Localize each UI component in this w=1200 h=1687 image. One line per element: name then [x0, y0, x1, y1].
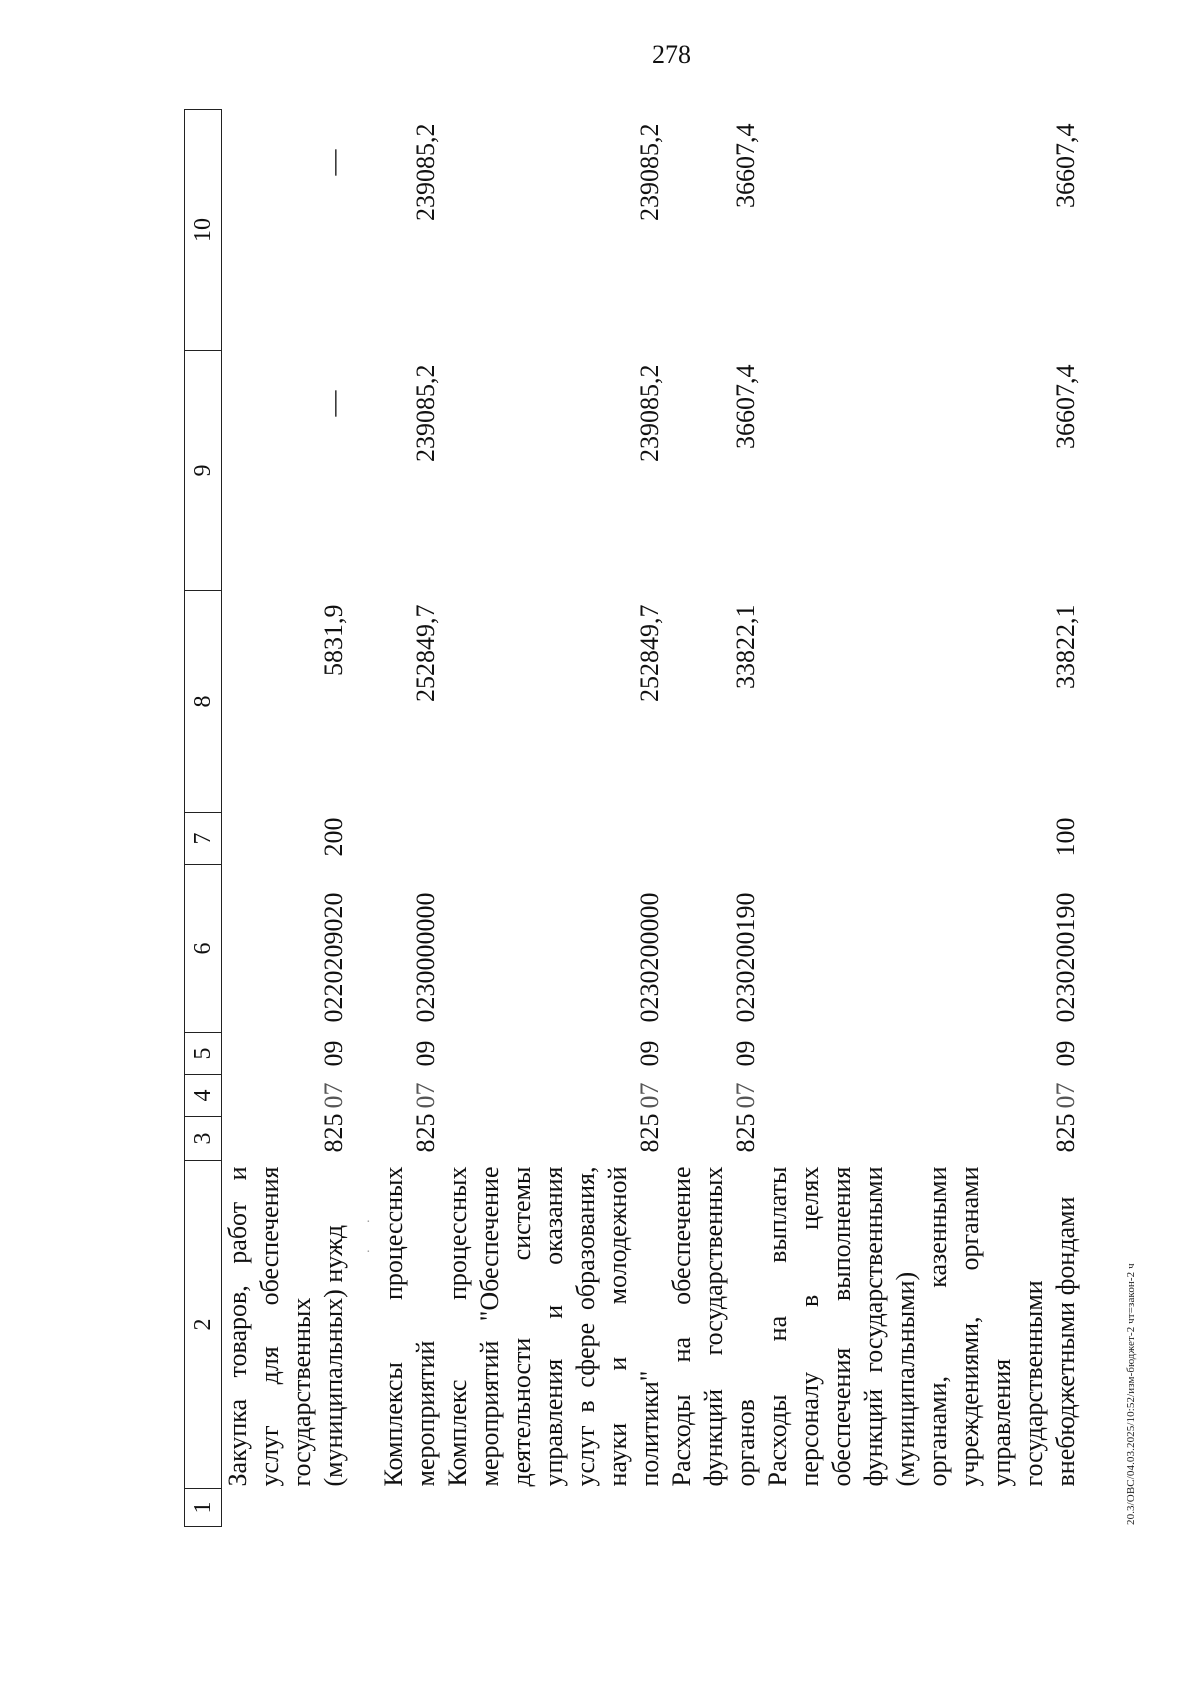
- cell-4: 07: [635, 1082, 664, 1109]
- row-name: Комплекс процессных мероприятий "Обеспечение деятельности системы управления и оказания услуг в сфере образования, науки и молодежной политики": [443, 1166, 664, 1487]
- cell-3: 825: [635, 1113, 664, 1153]
- col-header-5: 5: [185, 1033, 222, 1075]
- cell-9: 36607,4: [731, 364, 760, 449]
- col-header-8: 8: [185, 591, 222, 813]
- cell-4: 07: [731, 1082, 760, 1109]
- table-row: [442, 110, 666, 1527]
- cell-1: [666, 1489, 762, 1527]
- cell-5: 09: [1051, 1040, 1080, 1067]
- cell-3: 825: [1051, 1113, 1080, 1153]
- table-row: [666, 110, 762, 1527]
- cell-1: [222, 1489, 351, 1527]
- cell-6: 0220209020: [319, 892, 348, 1023]
- cell-3: 825: [731, 1113, 760, 1153]
- col-header-1: 1: [185, 1489, 222, 1527]
- cell-6: 0230000000: [411, 892, 440, 1023]
- table-row: [762, 110, 1082, 1527]
- cell-8: 252849,7: [411, 604, 440, 702]
- cell-5: 09: [731, 1040, 760, 1067]
- col-header-6: 6: [185, 865, 222, 1033]
- cell-7: [442, 813, 666, 865]
- cell-6: 0230200000: [635, 892, 664, 1023]
- col-header-7: 7: [185, 813, 222, 865]
- cell-9: 239085,2: [411, 364, 440, 462]
- cell-5: 09: [635, 1040, 664, 1067]
- budget-table: [184, 109, 1082, 1527]
- cell-4: 07: [319, 1082, 348, 1109]
- footer-document-code: 20.3/ОВС/04.03.2025/10:52/изм-бюджет-2 чт=закон-2 ч: [1125, 1263, 1137, 1525]
- cell-7: [666, 813, 762, 865]
- cell-7: [350, 813, 442, 865]
- cell-9: 239085,2: [635, 364, 664, 462]
- row-name: Расходы на обеспечение функций государственных органов: [667, 1166, 760, 1487]
- cell-5: 09: [319, 1040, 348, 1067]
- col-header-2: 2: [185, 1161, 222, 1489]
- cell-6: 0230200190: [1051, 892, 1080, 1023]
- row-name: Расходы на выплаты персоналу в целях обеспечения выполнения функций государственными (муниципальными) органами, казенными учреждениями, органами управления государственными внебюджетными фондами: [763, 1166, 1080, 1487]
- cell-8: 33822,1: [1051, 604, 1080, 689]
- cell-3: 825: [411, 1113, 440, 1153]
- cell-5: 09: [411, 1040, 440, 1067]
- cell-10: 36607,4: [1051, 123, 1080, 208]
- cell-1: [442, 1489, 666, 1527]
- cell-6: 0230200190: [731, 892, 760, 1023]
- cell-4: 07: [1051, 1082, 1080, 1109]
- cell-4: 07: [411, 1082, 440, 1109]
- scan-artifact: ·: [366, 1245, 371, 1260]
- cell-8: 252849,7: [635, 604, 664, 702]
- col-header-9: 9: [185, 351, 222, 591]
- rotated-budget-table: [184, 110, 1080, 1527]
- cell-9: 36607,4: [1051, 364, 1080, 449]
- cell-7: 200: [319, 817, 348, 857]
- col-header-3: 3: [185, 1117, 222, 1161]
- col-header-10: 10: [185, 110, 222, 351]
- cell-3: 825: [319, 1113, 348, 1153]
- table-row: [222, 110, 351, 1527]
- row-name: Комплексы процессных мероприятий: [379, 1166, 440, 1487]
- col-header-4: 4: [185, 1075, 222, 1117]
- header-row: [185, 110, 222, 1527]
- cell-8: 33822,1: [731, 604, 760, 689]
- row-name: Закупка товаров, работ и услуг для обеспечения государственных (муниципальных) нужд: [223, 1166, 348, 1487]
- table-row: [350, 110, 442, 1527]
- cell-8: 5831,9: [319, 604, 348, 676]
- cell-1: [350, 1489, 442, 1527]
- cell-9: —: [319, 390, 348, 417]
- cell-10: 239085,2: [635, 123, 664, 221]
- cell-10: 239085,2: [411, 123, 440, 221]
- cell-10: 36607,4: [731, 123, 760, 208]
- cell-7: 100: [1051, 817, 1080, 857]
- scan-artifact: ·: [366, 1215, 371, 1230]
- page-number: 278: [652, 40, 691, 69]
- cell-10: —: [319, 149, 348, 176]
- cell-1: [762, 1489, 1082, 1527]
